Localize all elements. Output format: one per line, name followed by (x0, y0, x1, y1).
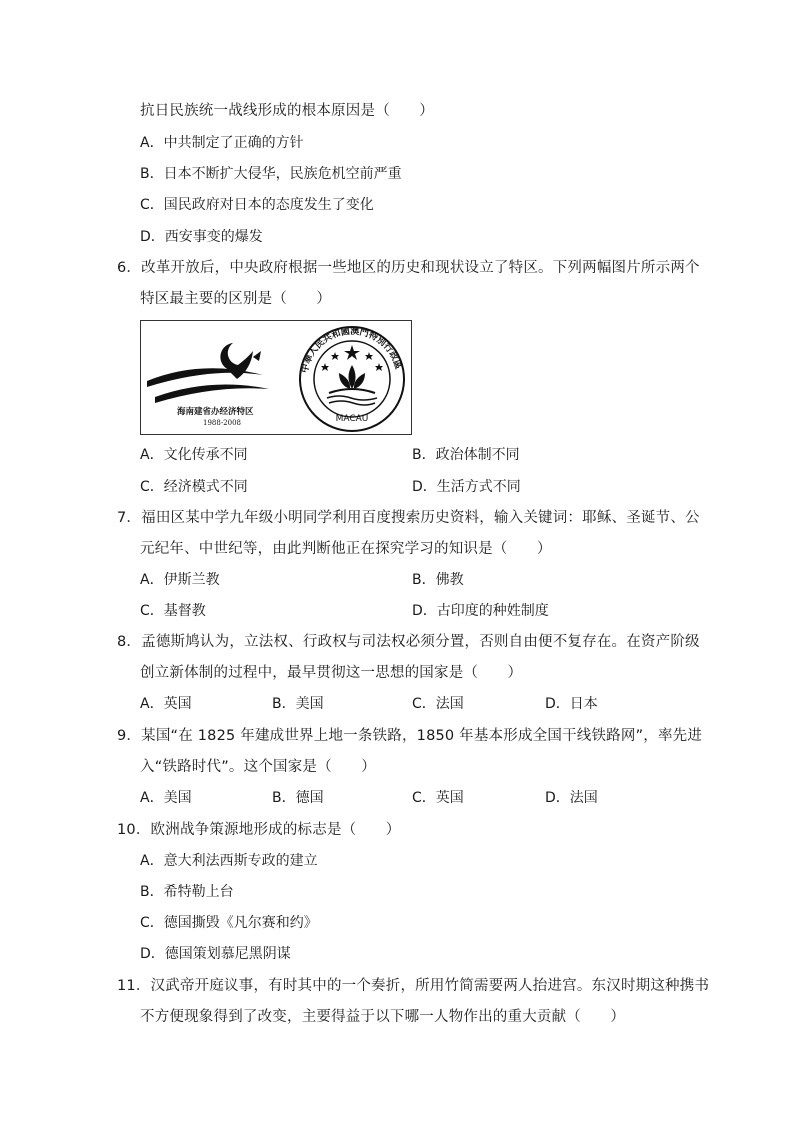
q6-option-c: C．经济模式不同 (140, 479, 248, 495)
q6-option-b: B．政治体制不同 (412, 447, 520, 463)
q7-stem-line1: 7．福田区某中学九年级小明同学利用百度搜索历史资料，输入关键词：耶稣、圣诞节、公 (117, 510, 700, 526)
hainan-years: 1988-2008 (203, 419, 241, 427)
macau-label: MACAU (335, 414, 369, 424)
q6-option-a: A．文化传承不同 (140, 447, 248, 463)
q10-stem: 10．欧洲战争策源地形成的标志是（ ） (117, 822, 401, 838)
q5-option-a: A．中共制定了正确的方针 (140, 135, 304, 151)
q6-figure (140, 320, 412, 435)
q5-option-c: C．国民政府对日本的态度发生了变化 (140, 197, 374, 213)
macau-ring-text: 中華人民共和國澳門特別行政區 (300, 326, 403, 375)
q10-option-d: D．德国策划慕尼黑阴谋 (140, 946, 291, 962)
hainan-sez-logo (141, 321, 291, 433)
q7-option-a: A．伊斯兰教 (140, 572, 220, 588)
q8-option-c: C．法国 (412, 696, 464, 712)
q7-stem-line2: 元纪年、中世纪等，由此判断他正在探究学习的知识是（ ） (140, 541, 552, 557)
q9-option-a: A．美国 (140, 790, 192, 806)
q8-option-d: D．日本 (545, 696, 598, 712)
q8-option-a: A．英国 (140, 696, 192, 712)
q10-option-a: A．意大利法西斯专政的建立 (140, 853, 318, 869)
q11-stem-line1: 11．汉武帝开庭议事，有时其中的一个奏折，所用竹简需要两人抬进宫。东汉时期这种携书 (117, 978, 710, 994)
q8-option-b: B．美国 (272, 696, 324, 712)
q9-stem-line2: 入“铁路时代”。这个国家是（ ） (140, 759, 376, 775)
q11-stem-line2: 不方便现象得到了改变，主要得益于以下哪一人物作出的重大贡献（ ） (140, 1009, 626, 1025)
q5-option-d: D．西安事变的爆发 (140, 229, 263, 245)
q8-stem-line2: 创立新体制的过程中，最早贯彻这一思想的国家是（ ） (140, 665, 523, 681)
q7-option-c: C．基督教 (140, 603, 206, 619)
q8-stem-line1: 8．孟德斯鸠认为，立法权、行政权与司法权必须分置，否则自由便不复存在。在资产阶级 (117, 634, 700, 650)
q6-stem-line1: 6．改革开放后，中央政府根据一些地区的历史和现状设立了特区。下列两幅图片所示两个 (117, 260, 700, 276)
q10-option-c: C．德国撕毁《凡尔赛和约》 (140, 915, 318, 931)
q9-option-d: D．法国 (545, 790, 598, 806)
q7-option-d: D．古印度的种姓制度 (412, 603, 549, 619)
q9-option-c: C．英国 (412, 790, 464, 806)
q9-option-b: B．德国 (272, 790, 324, 806)
q6-option-d: D．生活方式不同 (412, 479, 521, 495)
macau-emblem-graphic (293, 323, 411, 433)
hainan-caption: 海南建省办经济特区 (177, 407, 254, 417)
q7-option-b: B．佛教 (412, 572, 464, 588)
macau-sar-emblem (293, 323, 411, 433)
q5-option-b: B．日本不断扩大侵华，民族危机空前严重 (140, 166, 402, 182)
q9-stem-line1: 9．某国“在 1825 年建成世界上地一条铁路，1850 年基本形成全国干线铁路网”，率先进 (117, 728, 703, 744)
q6-stem-line2: 特区最主要的区别是（ ） (140, 291, 332, 307)
q10-option-b: B．希特勒上台 (140, 884, 234, 900)
q5-stem: 抗日民族统一战线形成的根本原因是（ ） (140, 103, 434, 119)
